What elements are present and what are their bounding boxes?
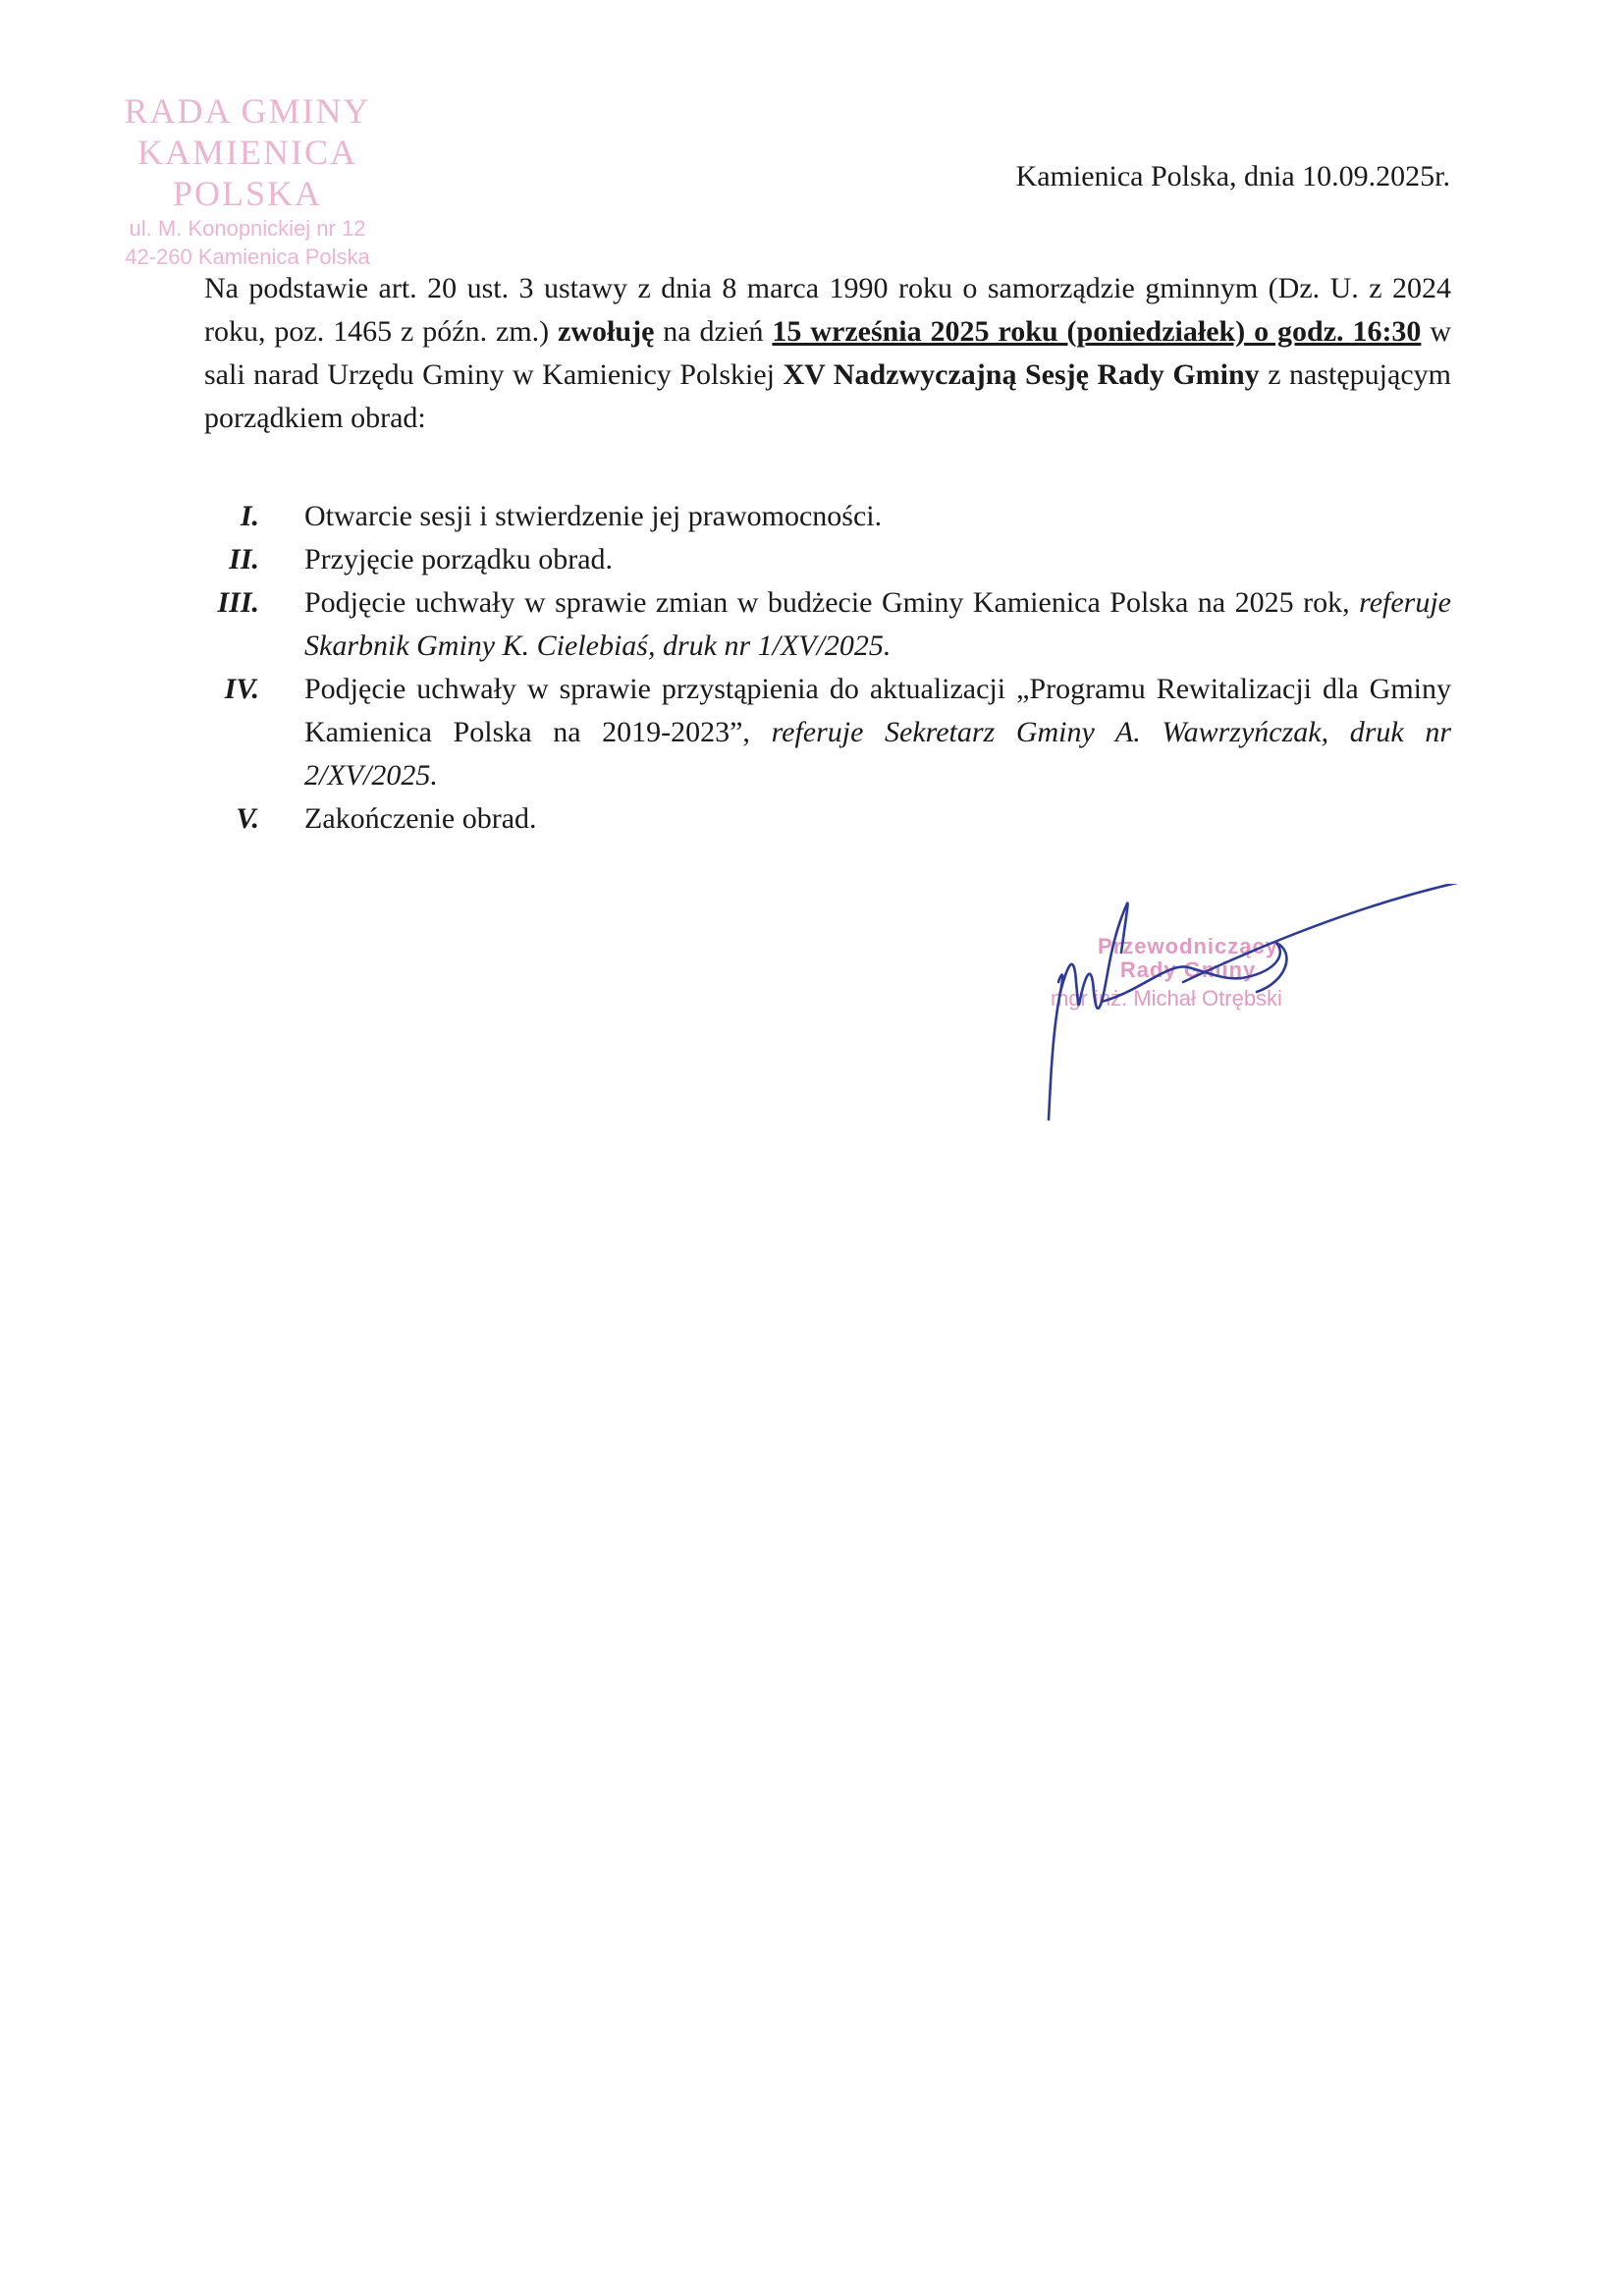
agenda-number: III. [217,586,259,619]
agenda-item [204,797,1451,841]
agenda-item [204,538,1451,581]
intro-text-3: w sali narad Urzędu Gminy w Kamienicy Polskiej [204,315,1452,391]
intro-text-1: Na podstawie art. 20 ust. 3 ustawy z dnia 8 marca 1990 roku o samorządzie gminnym (Dz. U. z 2024 roku, poz. 1465 z późn. zm.) [204,272,1451,348]
agenda-item [204,668,1451,797]
stamp-line-2: KAMIENICA POLSKA [137,133,357,213]
chairman-stamp-line-3: mgr inż. Michał Otrębski [1051,986,1282,1011]
agenda-text: Podjęcie uchwały w sprawie przystąpienia do aktualizacji „Programu Rewitalizacji dla Gminy Kamienica Polska na 2019-2023”, [304,673,1451,748]
date-line: Kamienica Polska, dnia 10.09.2025r. [1015,160,1450,192]
agenda-number: II. [229,543,259,575]
agenda-number: I. [240,500,259,532]
chairman-stamp-line-2: Rady Gminy [1119,957,1257,982]
stamp-line-4: 42-260 Kamienica Polska [125,245,370,269]
intro-verb: zwołuję [558,315,655,348]
agenda-number: IV. [224,673,259,705]
agenda-item [204,581,1451,668]
chairman-stamp-line-1: Przewodniczący [1098,934,1278,958]
stamp-line-1: RADA GMINY [124,91,371,131]
agenda-list [204,495,1451,841]
agenda-presenter: referuje Sekretarz Gminy A. Wawrzyńczak, druk nr 2/XV/2025. [304,716,1451,792]
agenda-presenter: referuje Skarbnik Gminy K. Cielebiaś, druk nr 1/XV/2025. [304,586,1451,662]
stamp-line-3: ul. M. Konopnickiej nr 12 [129,216,366,241]
agenda-number: V. [236,802,259,835]
session-date: 15 września 2025 roku (poniedziałek) o godz. 16:30 [772,315,1422,348]
agenda-text: Podjęcie uchwały w sprawie zmian w budżecie Gminy Kamienica Polska na 2025 rok, [304,586,1360,619]
agenda-text: Otwarcie sesji i stwierdzenie jej prawomocności. [304,500,883,532]
session-name: XV Nadzwyczajną Sesję Rady Gminy [783,358,1260,391]
council-stamp [61,90,434,269]
intro-text-4: z następującym porządkiem obrad: [204,358,1451,434]
agenda-text: Zakończenie obrad. [304,802,537,835]
intro-paragraph [204,267,1451,440]
signature-block [992,884,1483,1139]
agenda-text: Przyjęcie porządku obrad. [304,543,614,575]
agenda-item [204,495,1451,538]
intro-text-2: na dzień [654,315,773,348]
handwritten-signature [992,884,1483,1139]
